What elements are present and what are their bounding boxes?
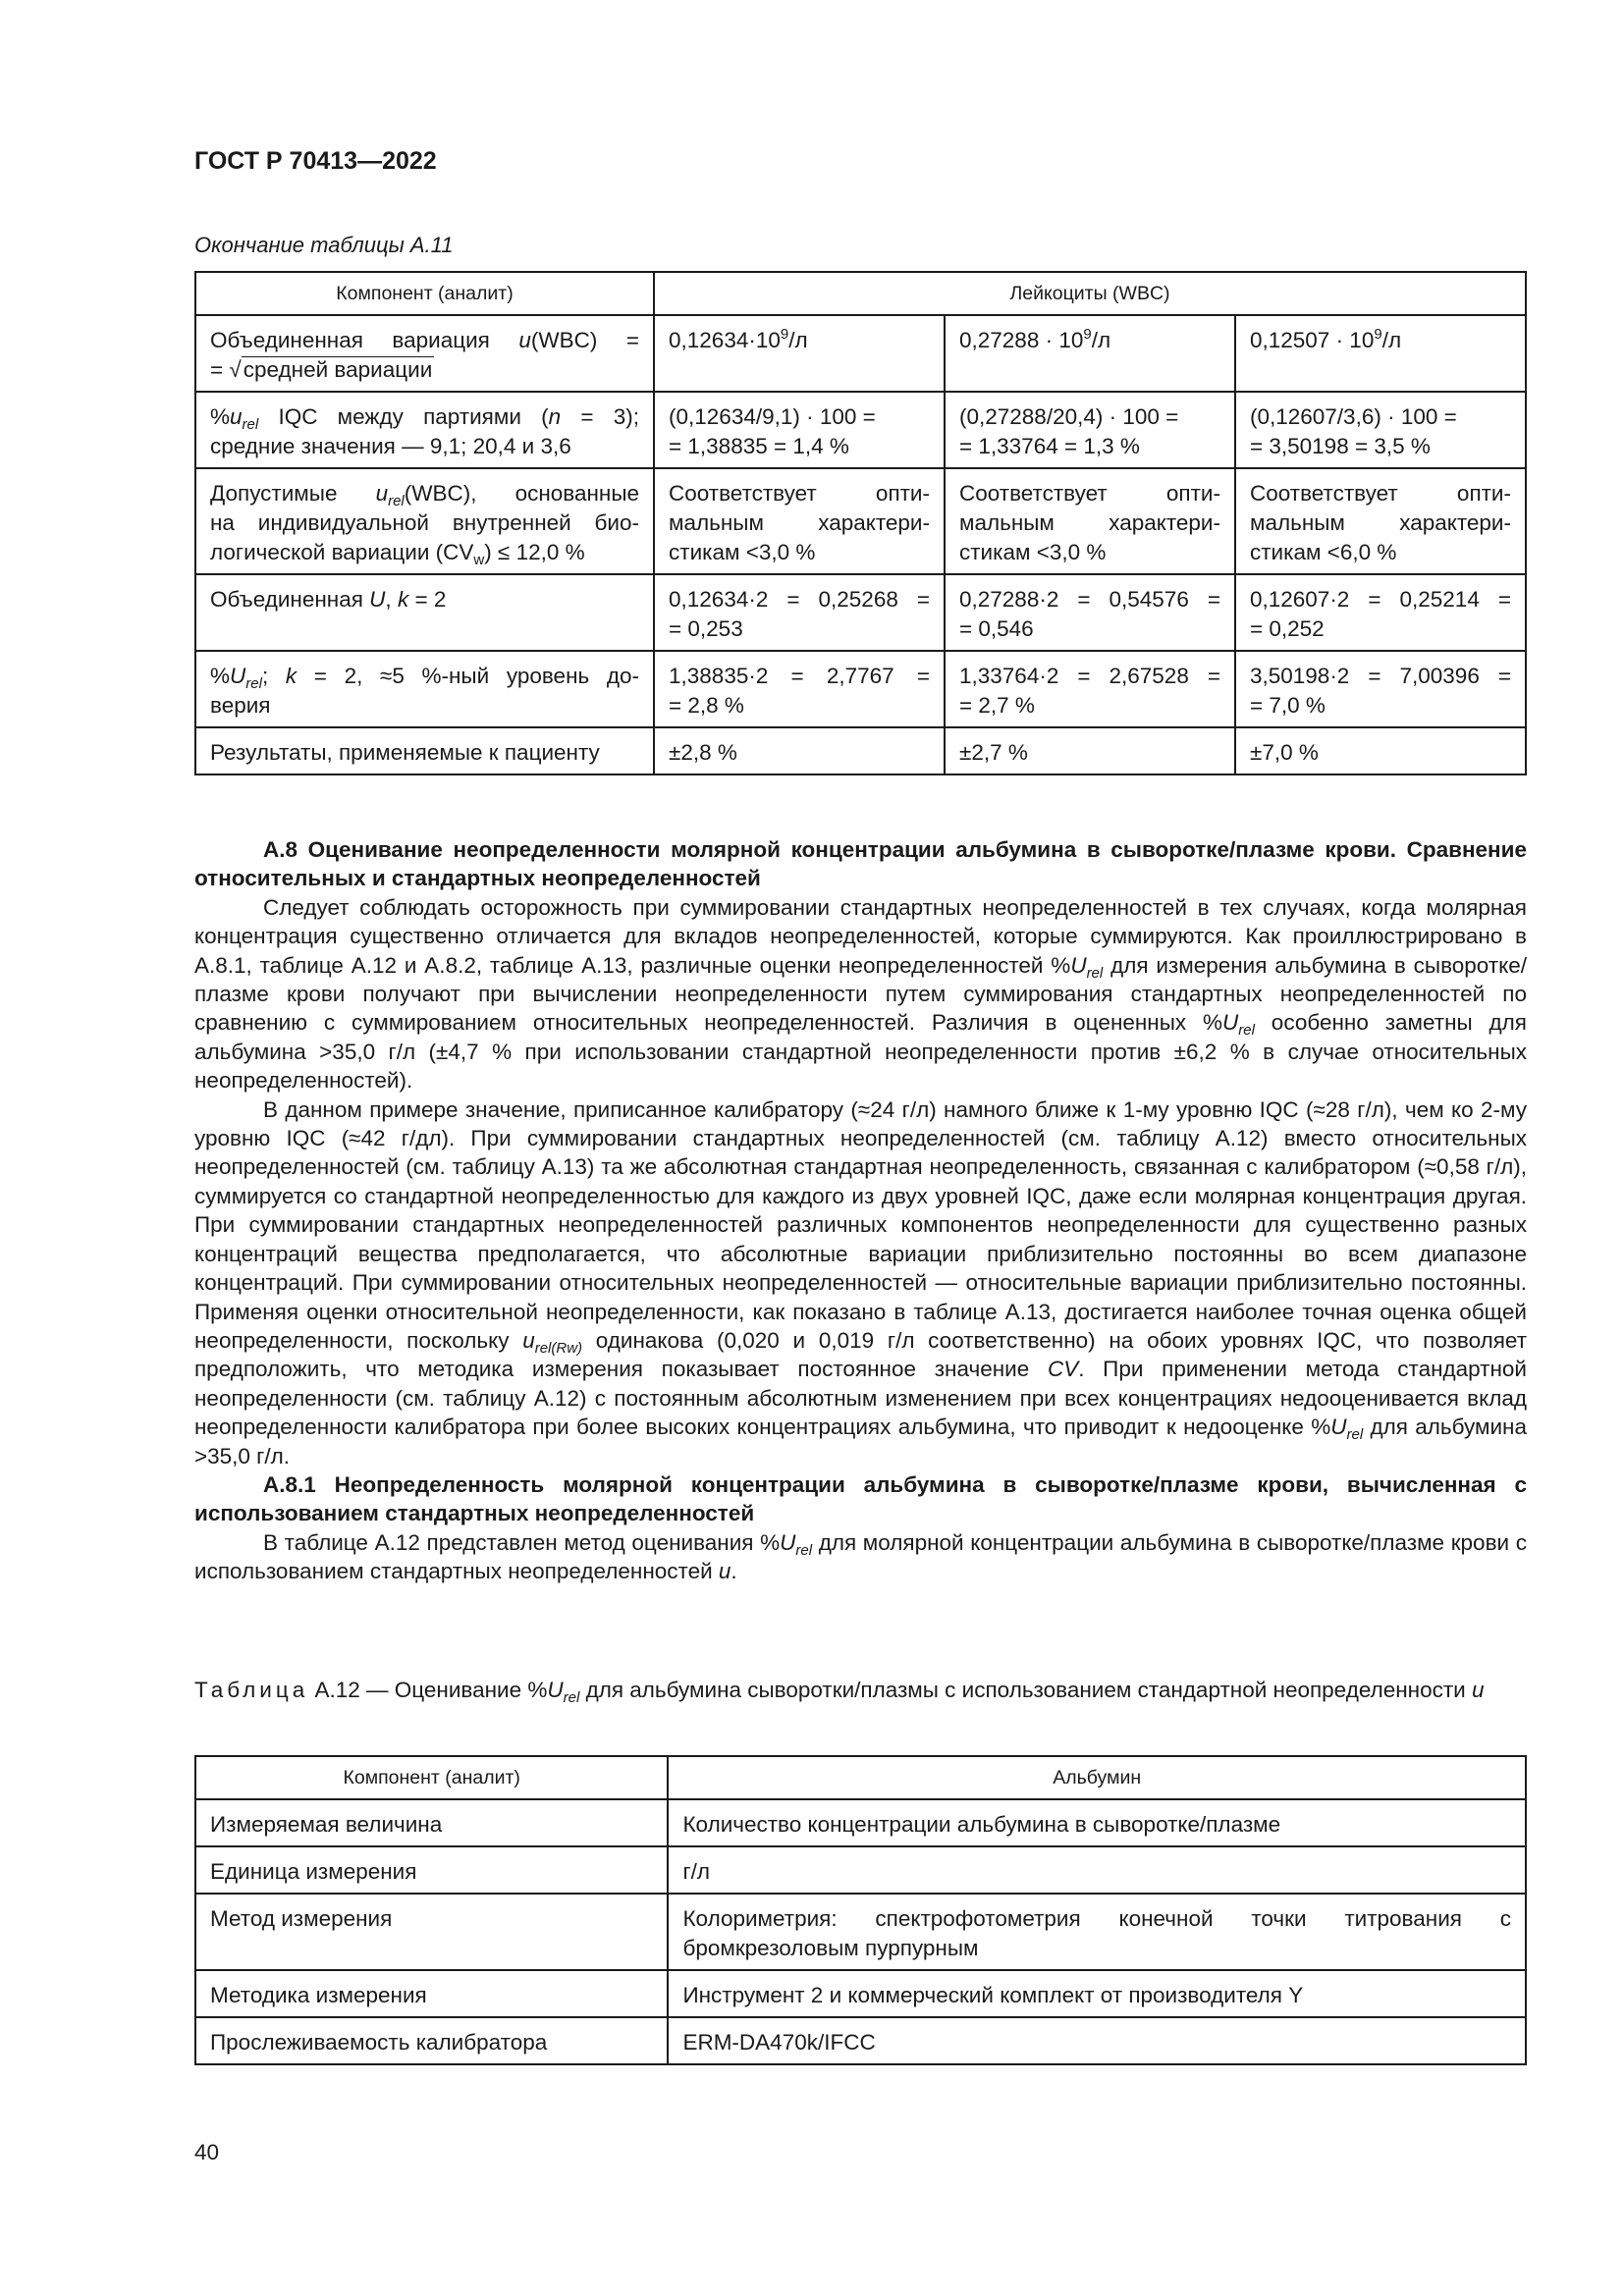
row-label: Объединенная вариация u(WBC) = = √средней вариации (195, 315, 654, 392)
row-label: Метод измерения (195, 1894, 668, 1970)
header-component: Компонент (аналит) (195, 272, 654, 315)
row-label: $\%U_{rel}$; k = 2, ≈5 %-ный уровень до- верия (195, 651, 654, 727)
table-a12 (194, 1755, 1527, 2065)
row-label: Измеряемая величина (195, 1799, 668, 1846)
table-header-row (195, 272, 1526, 315)
cell-value: Соответствует опти- мальным характери- стикам <3,0 % (654, 468, 945, 574)
table-row (195, 2017, 1526, 2064)
cell-value: (0,12607/3,6) · 100 = = 3,50198 = 3,5 % (1235, 392, 1526, 468)
cell-value: Соответствует опти- мальным характери- стикам <6,0 % (1235, 468, 1526, 574)
row-label: $\%u_{rel}$ IQC между партиями (n = 3); средние значения — 9,1; 20,4 и 3,6 (195, 392, 654, 468)
header-component: Компонент (аналит) (195, 1756, 668, 1799)
cell-value: ERM-DA470k/IFCC (668, 2017, 1526, 2064)
cell-value: 1,33764·2 = 2,67528 = = 2,7 % (945, 651, 1235, 727)
table-row (195, 1846, 1526, 1894)
header-albumin: Альбумин (668, 1756, 1526, 1799)
table-header-row (195, 1756, 1526, 1799)
row-label: Результаты, применяемые к пациенту (195, 727, 654, 774)
row-label: Единица измерения (195, 1846, 668, 1894)
table-row (195, 1894, 1526, 1970)
section-heading: А.8 Оценивание неопределенности молярной концентрации альбумина в сыворотке/плазме крови. Сравнение относительных и стандартных неопределенностей (194, 837, 1527, 891)
table-row (195, 315, 1526, 392)
row-label: Методика измерения (195, 1970, 668, 2017)
cell-value: $0,27288 \cdot 10^9/л$ (945, 315, 1235, 392)
table-a11 (194, 271, 1527, 775)
table-row (195, 651, 1526, 727)
subsection-heading: А.8.1 Неопределенность молярной концентрации альбумина в сыворотке/плазме крови, вычисленная с использованием стандартных неопределенностей (194, 1471, 1527, 1526)
cell-value: 0,12607·2 = 0,25214 = = 0,252 (1235, 574, 1526, 651)
paragraph: В данном примере значение, приписанное калибратору (≈24 г/л) намного ближе к 1-му уровню IQC (≈28 г/л), чем ко 2-му уровню IQC (≈42 г/дл). При суммировании стандартных неопределенностей (см. таблицу А.12) вместо относительных неопределенностей (см. таблицу А.13) та же абсолютная стандартная неопределенность, связанная с калибратором (≈0,58 г/л), суммируется со стандартной неопределенностью для каждого из двух уровней IQC, даже если молярная концентрация другая. При суммировании стандартных неопределенностей различных компонентов неопределенности для существенно разных концентраций вещества предполагается, что абсолютные вариации приблизительно постоянны во всем диапазоне концентраций. При суммировании относительных неопределенностей — относительные вариации приблизительно постоянны. Применяя оценки относительной неопределенности, как показано в таблице А.13, достигается наиболее точная оценка общей неопределенности, поскольку $u_{rel(Rw)}$ одинакова (0,020 и 0,019 г/л соответственно) на обоих уровнях IQC, что позволяет предположить, что методика измерения показывает постоянное значение CV. При применении метода стандартной неопределенности (см. таблицу А.12) с постоянным абсолютным изменением при всех концентрациях недооценивается вклад неопределенности калибратора при более высоких концентрациях альбумина, что приводит к недооценке $\%U_{rel}$ для альбумина >35,0 г/л. (194, 1096, 1527, 1468)
cell-value: (0,27288/20,4) · 100 = = 1,33764 = 1,3 % (945, 392, 1235, 468)
paragraph: В таблице А.12 представлен метод оценивания $\%U_{rel}$ для молярной концентрации альбумина в сыворотке/плазме крови с использованием стандартных неопределенностей u. (194, 1529, 1527, 1584)
row-label: Прослеживаемость калибратора (195, 2017, 668, 2064)
paragraph: Следует соблюдать осторожность при суммировании стандартных неопределенностей в тех случаях, когда молярная концентрация существенно отличается для вкладов неопределенностей, которые суммируются. Как проиллюстрировано в А.8.1, таблице А.12 и А.8.2, таблице А.13, различные оценки неопределенностей $\%U_{rel}$ для измерения альбумина в сыворотке/плазме крови получают при вычислении неопределенности путем суммирования стандартных неопределенностей по сравнению с суммированием относительных неопределенностей. Различия в оцененных $\%U_{rel}$ особенно заметны для альбумина >35,0 г/л (±4,7 % при использовании стандартной неопределенности против ±6,2 % в случае относительных неопределенностей). (194, 894, 1527, 1094)
cell-value: $0,12634\cdot 10^9/л$ (654, 315, 945, 392)
cell-value: ±7,0 % (1235, 727, 1526, 774)
cell-value: (0,12634/9,1) · 100 = = 1,38835 = 1,4 % (654, 392, 945, 468)
cell-value: Соответствует опти- мальным характери- стикам <3,0 % (945, 468, 1235, 574)
cell-value: Количество концентрации альбумина в сыворотке/плазме (668, 1799, 1526, 1846)
cell-value: ±2,7 % (945, 727, 1235, 774)
table-continuation-caption: Окончание таблицы А.11 (194, 233, 454, 257)
cell-value: $0,12507 \cdot 10^9/л$ (1235, 315, 1526, 392)
table-row (195, 392, 1526, 468)
cell-value: г/л (668, 1846, 1526, 1894)
cell-value: Инструмент 2 и коммерческий комплект от производителя Y (668, 1970, 1526, 2017)
table-row (195, 468, 1526, 574)
cell-value: 3,50198·2 = 7,00396 = = 7,0 % (1235, 651, 1526, 727)
table-a12-caption: Таблица А.12 — Оценивание $\%U_{rel}$ для альбумина сыворотки/плазмы с использованием стандартной неопределенности u (194, 1678, 1485, 1706)
cell-value: ±2,8 % (654, 727, 945, 774)
sqrt-sign: √ (229, 357, 242, 382)
table-row (195, 1970, 1526, 2017)
cell-value: 1,38835·2 = 2,7767 = = 2,8 % (654, 651, 945, 727)
document-header: ГОСТ Р 70413—2022 (194, 147, 437, 175)
section-a8 (194, 835, 1527, 1586)
row-label: Допустимые $u_{rel}(WBC)$, основанные на индивидуальной внутренней био- логической вариации $(CV_w) \le 12,0$ % (195, 468, 654, 574)
cell-value: Колориметрия: спектрофотометрия конечной точки титрования с бромкрезоловым пурпурным (668, 1894, 1526, 1970)
table-row (195, 727, 1526, 774)
cell-value: 0,12634·2 = 0,25268 = = 0,253 (654, 574, 945, 651)
header-wbc: Лейкоциты (WBC) (654, 272, 1526, 315)
table-row (195, 574, 1526, 651)
cell-value: 0,27288·2 = 0,54576 = = 0,546 (945, 574, 1235, 651)
row-label: Объединенная U, k = 2 (195, 574, 654, 651)
page-number: 40 (194, 2140, 220, 2164)
table-row (195, 1799, 1526, 1846)
